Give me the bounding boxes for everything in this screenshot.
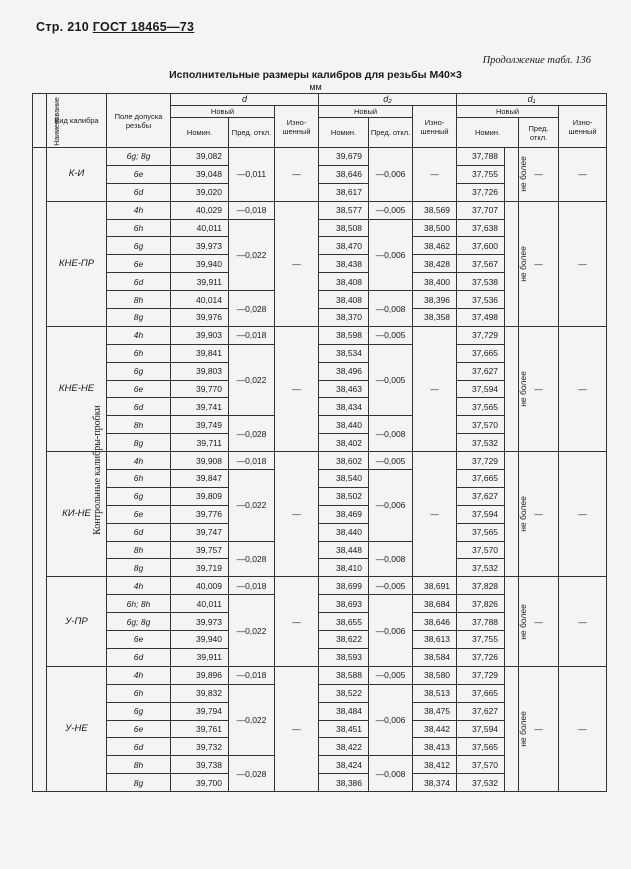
d2-worn-cell: 38,613: [413, 631, 457, 649]
d1-worn-header: Изно-шенный: [559, 106, 607, 148]
d1-deviation-cell: —: [519, 148, 559, 202]
d-nominal-cell: 39,940: [171, 255, 229, 273]
d-nominal-cell: 39,908: [171, 452, 229, 470]
d2-nominal-cell: 38,593: [319, 648, 369, 666]
d2-nominal-cell: 39,679: [319, 148, 369, 166]
tolerance-cell: 4h: [107, 452, 171, 470]
not-more-cell: не более: [505, 326, 519, 451]
d-nominal-cell: 39,794: [171, 702, 229, 720]
tolerance-cell: 8h: [107, 416, 171, 434]
d2-deviation-cell: —0,008: [369, 756, 413, 792]
kind-cell: КНЕ-ПР: [47, 201, 107, 326]
d1-nominal-cell: 37,600: [457, 237, 505, 255]
d1-nominal-header: Номин.: [457, 118, 519, 148]
d1-worn-cell: —: [559, 148, 607, 202]
d2-nominal-cell: 38,496: [319, 362, 369, 380]
table-row: [33, 577, 607, 595]
group-label: Контрольные калибры-пробки: [33, 148, 47, 792]
d-nominal-cell: 39,757: [171, 541, 229, 559]
d1-nominal-cell: 37,729: [457, 452, 505, 470]
d1-nominal-cell: 37,665: [457, 344, 505, 362]
d1-header: d₁: [457, 94, 607, 106]
d1-nominal-cell: 37,627: [457, 362, 505, 380]
tolerance-cell: 8g: [107, 309, 171, 327]
d2-nominal-cell: 38,402: [319, 434, 369, 452]
d1-nominal-cell: 37,536: [457, 291, 505, 309]
d2-nominal-cell: 38,522: [319, 684, 369, 702]
d2-worn-header: Изно-шенный: [413, 106, 457, 148]
d1-deviation-header: Пред. откл.: [519, 118, 559, 148]
d2-worn-cell: 38,646: [413, 613, 457, 631]
d-nominal-cell: 39,761: [171, 720, 229, 738]
d1-nominal-cell: 37,532: [457, 559, 505, 577]
table-unit: мм: [309, 82, 322, 92]
standard-number: ГОСТ 18465—73: [92, 20, 195, 34]
d1-deviation-cell: —: [519, 326, 559, 451]
d2-worn-cell: 38,584: [413, 648, 457, 666]
d-new-header: Новый: [171, 106, 275, 118]
d-deviation-cell: —0,028: [229, 756, 275, 792]
d-deviation-cell: —0,018: [229, 326, 275, 344]
d2-nominal-cell: 38,602: [319, 452, 369, 470]
d2-nominal-cell: 38,438: [319, 255, 369, 273]
d2-nominal-cell: 38,540: [319, 470, 369, 488]
d-nominal-cell: 39,749: [171, 416, 229, 434]
d2-nominal-cell: 38,469: [319, 505, 369, 523]
table-row: [33, 452, 607, 470]
d-nominal-cell: 40,029: [171, 201, 229, 219]
d1-nominal-cell: 37,565: [457, 398, 505, 416]
d1-worn-cell: —: [559, 577, 607, 666]
d1-nominal-cell: 37,532: [457, 774, 505, 792]
d2-nominal-cell: 38,434: [319, 398, 369, 416]
d2-nominal-cell: 38,484: [319, 702, 369, 720]
d2-deviation-cell: —0,005: [369, 344, 413, 416]
tolerance-cell: 4h: [107, 666, 171, 684]
d-nominal-cell: 39,048: [171, 165, 229, 183]
d-deviation-cell: —0,022: [229, 684, 275, 756]
d-deviation-cell: —0,028: [229, 416, 275, 452]
naming-header: Наименование: [33, 94, 47, 148]
tolerance-cell: 6g: [107, 702, 171, 720]
d1-nominal-cell: 37,567: [457, 255, 505, 273]
d-deviation-header: Пред. откл.: [229, 118, 275, 148]
d1-nominal-cell: 37,498: [457, 309, 505, 327]
d2-worn-cell: 38,428: [413, 255, 457, 273]
tolerance-cell: 6h: [107, 684, 171, 702]
d2-deviation-cell: —0,006: [369, 470, 413, 542]
d-worn-cell: —: [275, 577, 319, 666]
d2-nominal-cell: 38,424: [319, 756, 369, 774]
tolerance-cell: 6d: [107, 648, 171, 666]
d2-deviation-cell: —0,008: [369, 416, 413, 452]
d2-nominal-header: Номин.: [319, 118, 369, 148]
d2-worn-cell: 38,475: [413, 702, 457, 720]
tolerance-cell: 6g; 8g: [107, 613, 171, 631]
d2-nominal-cell: 38,655: [319, 613, 369, 631]
d2-worn-cell: 38,691: [413, 577, 457, 595]
d1-nominal-cell: 37,726: [457, 648, 505, 666]
d1-nominal-cell: 37,594: [457, 505, 505, 523]
d-nominal-cell: 39,841: [171, 344, 229, 362]
d1-worn-cell: —: [559, 452, 607, 577]
d2-deviation-cell: —0,005: [369, 201, 413, 219]
page-number: Стр. 210: [36, 20, 89, 34]
table-row: [33, 201, 607, 219]
tolerance-cell: 4h: [107, 326, 171, 344]
kind-cell: КНЕ-НЕ: [47, 326, 107, 451]
d2-nominal-cell: 38,622: [319, 631, 369, 649]
d1-nominal-cell: 37,638: [457, 219, 505, 237]
d-deviation-cell: —0,022: [229, 344, 275, 416]
d2-deviation-cell: —0,006: [369, 219, 413, 291]
d2-nominal-cell: 38,386: [319, 774, 369, 792]
d-nominal-cell: 39,711: [171, 434, 229, 452]
d-deviation-cell: —0,028: [229, 541, 275, 577]
d2-nominal-cell: 38,451: [319, 720, 369, 738]
d2-deviation-cell: —0,008: [369, 541, 413, 577]
d2-deviation-cell: —0,006: [369, 595, 413, 667]
d2-nominal-cell: 38,410: [319, 559, 369, 577]
d-nominal-cell: 40,011: [171, 219, 229, 237]
d-nominal-cell: 39,911: [171, 273, 229, 291]
d1-nominal-cell: 37,755: [457, 631, 505, 649]
d1-nominal-cell: 37,627: [457, 487, 505, 505]
d-nominal-cell: 39,973: [171, 237, 229, 255]
d-nominal-cell: 39,832: [171, 684, 229, 702]
tolerance-cell: 6e: [107, 631, 171, 649]
d-deviation-cell: —0,022: [229, 470, 275, 542]
d-nominal-cell: 39,719: [171, 559, 229, 577]
d-nominal-cell: 39,847: [171, 470, 229, 488]
d2-nominal-cell: 38,534: [319, 344, 369, 362]
d-nominal-cell: 40,009: [171, 577, 229, 595]
d1-worn-cell: —: [559, 326, 607, 451]
d1-worn-cell: —: [559, 666, 607, 791]
d-worn-cell: —: [275, 452, 319, 577]
d2-worn-cell: —: [413, 326, 457, 451]
d-nominal-cell: 39,896: [171, 666, 229, 684]
d2-nominal-cell: 38,693: [319, 595, 369, 613]
d-nominal-header: Номин.: [171, 118, 229, 148]
d-nominal-cell: 40,011: [171, 595, 229, 613]
d2-worn-cell: 38,580: [413, 666, 457, 684]
d-nominal-cell: 39,903: [171, 326, 229, 344]
tolerance-cell: 6e: [107, 255, 171, 273]
d1-nominal-cell: 37,755: [457, 165, 505, 183]
tolerance-cell: 4h: [107, 577, 171, 595]
tolerance-cell: 6e: [107, 505, 171, 523]
table-row: [33, 326, 607, 344]
d1-nominal-cell: 37,729: [457, 326, 505, 344]
d2-nominal-cell: 38,448: [319, 541, 369, 559]
tolerance-cell: 8g: [107, 434, 171, 452]
d2-worn-cell: 38,358: [413, 309, 457, 327]
d2-worn-cell: 38,442: [413, 720, 457, 738]
d1-nominal-cell: 37,729: [457, 666, 505, 684]
d2-worn-cell: 38,374: [413, 774, 457, 792]
d-nominal-cell: 39,940: [171, 631, 229, 649]
d-nominal-cell: 39,770: [171, 380, 229, 398]
kind-cell: У-НЕ: [47, 666, 107, 791]
d2-worn-cell: —: [413, 452, 457, 577]
not-more-cell: не более: [505, 148, 519, 202]
kind-header: Вид калибра: [47, 94, 107, 148]
d-deviation-cell: —0,018: [229, 201, 275, 219]
d1-deviation-cell: —: [519, 452, 559, 577]
d1-nominal-cell: 37,788: [457, 148, 505, 166]
tolerance-cell: 4h: [107, 201, 171, 219]
not-more-cell: не более: [505, 452, 519, 577]
d1-nominal-cell: 37,788: [457, 613, 505, 631]
d2-worn-cell: 38,396: [413, 291, 457, 309]
d-worn-cell: —: [275, 666, 319, 791]
d1-nominal-cell: 37,594: [457, 380, 505, 398]
d2-nominal-cell: 38,408: [319, 273, 369, 291]
d2-nominal-cell: 38,440: [319, 523, 369, 541]
d2-header: d₂: [319, 94, 457, 106]
page-header: [36, 20, 194, 34]
d1-nominal-cell: 37,565: [457, 738, 505, 756]
d-nominal-cell: 39,738: [171, 756, 229, 774]
tolerance-cell: 6h: [107, 470, 171, 488]
d1-deviation-cell: —: [519, 201, 559, 326]
table-row: [33, 666, 607, 684]
d-nominal-cell: 39,776: [171, 505, 229, 523]
d2-nominal-cell: 38,470: [319, 237, 369, 255]
table-row: [33, 148, 607, 166]
d2-nominal-cell: 38,699: [319, 577, 369, 595]
tolerance-cell: 6g: [107, 237, 171, 255]
d-nominal-cell: 39,732: [171, 738, 229, 756]
tolerance-cell: 6h: [107, 344, 171, 362]
d1-deviation-cell: —: [519, 577, 559, 666]
d-nominal-cell: 39,973: [171, 613, 229, 631]
tolerance-cell: 6e: [107, 720, 171, 738]
kind-cell: К-И: [47, 148, 107, 202]
d2-worn-cell: —: [413, 148, 457, 202]
d-worn-header: Изно-шенный: [275, 106, 319, 148]
not-more-cell: не более: [505, 577, 519, 666]
d-worn-cell: —: [275, 148, 319, 202]
tolerance-cell: 6g: [107, 487, 171, 505]
d2-worn-cell: 38,462: [413, 237, 457, 255]
d1-nominal-cell: 37,707: [457, 201, 505, 219]
tolerance-cell: 8h: [107, 756, 171, 774]
not-more-cell: не более: [505, 201, 519, 326]
d2-deviation-header: Пред. откл.: [369, 118, 413, 148]
d1-deviation-cell: —: [519, 666, 559, 791]
d-nominal-cell: 39,741: [171, 398, 229, 416]
d2-worn-cell: 38,400: [413, 273, 457, 291]
d2-nominal-cell: 38,422: [319, 738, 369, 756]
d2-deviation-cell: —0,006: [369, 148, 413, 202]
tolerance-header: Поле допуска резьбы: [107, 94, 171, 148]
d-deviation-cell: —0,022: [229, 595, 275, 667]
d1-nominal-cell: 37,627: [457, 702, 505, 720]
d1-nominal-cell: 37,665: [457, 470, 505, 488]
d1-nominal-cell: 37,570: [457, 756, 505, 774]
d-deviation-cell: —0,028: [229, 291, 275, 327]
tolerance-cell: 6d: [107, 738, 171, 756]
d2-nominal-cell: 38,617: [319, 183, 369, 201]
tolerance-cell: 6e: [107, 165, 171, 183]
d-nominal-cell: 39,700: [171, 774, 229, 792]
kind-cell: У-ПР: [47, 577, 107, 666]
d2-deviation-cell: —0,008: [369, 291, 413, 327]
tolerance-cell: 6h; 8h: [107, 595, 171, 613]
d-nominal-cell: 39,809: [171, 487, 229, 505]
tolerance-cell: 8h: [107, 291, 171, 309]
tolerance-cell: 6d: [107, 183, 171, 201]
d1-nominal-cell: 37,726: [457, 183, 505, 201]
d-nominal-cell: 39,803: [171, 362, 229, 380]
d-deviation-cell: —0,022: [229, 219, 275, 291]
d-worn-cell: —: [275, 326, 319, 451]
d2-nominal-cell: 38,588: [319, 666, 369, 684]
d1-nominal-cell: 37,594: [457, 720, 505, 738]
d-deviation-cell: —0,018: [229, 577, 275, 595]
d-nominal-cell: 39,976: [171, 309, 229, 327]
d2-nominal-cell: 38,408: [319, 291, 369, 309]
d2-deviation-cell: —0,005: [369, 452, 413, 470]
d2-worn-cell: 38,412: [413, 756, 457, 774]
d2-nominal-cell: 38,646: [319, 165, 369, 183]
table-title: Исполнительные размеры калибров для резьбы М40×3: [169, 69, 462, 81]
tolerance-cell: 6d: [107, 273, 171, 291]
d-deviation-cell: —0,018: [229, 666, 275, 684]
d-deviation-cell: —0,018: [229, 452, 275, 470]
kind-cell: КИ-НЕ: [47, 452, 107, 577]
d-nominal-cell: 39,747: [171, 523, 229, 541]
d1-new-header: Новый: [457, 106, 559, 118]
d1-nominal-cell: 37,665: [457, 684, 505, 702]
continuation-note: Продолжение табл. 136: [482, 55, 591, 66]
d2-worn-cell: 38,413: [413, 738, 457, 756]
d-header: d: [171, 94, 319, 106]
d2-nominal-cell: 38,502: [319, 487, 369, 505]
d2-deviation-cell: —0,006: [369, 684, 413, 756]
tolerance-cell: 8g: [107, 559, 171, 577]
d-nominal-cell: 39,911: [171, 648, 229, 666]
tolerance-cell: 6g; 8g: [107, 148, 171, 166]
tolerance-cell: 6h: [107, 219, 171, 237]
d2-worn-cell: 38,500: [413, 219, 457, 237]
d2-worn-cell: 38,684: [413, 595, 457, 613]
d1-nominal-cell: 37,828: [457, 577, 505, 595]
tolerance-cell: 8h: [107, 541, 171, 559]
d-worn-cell: —: [275, 201, 319, 326]
not-more-cell: не более: [505, 666, 519, 791]
d1-nominal-cell: 37,532: [457, 434, 505, 452]
d1-nominal-cell: 37,570: [457, 416, 505, 434]
d2-worn-cell: 38,513: [413, 684, 457, 702]
tolerance-cell: 6d: [107, 398, 171, 416]
d2-new-header: Новый: [319, 106, 413, 118]
d2-nominal-cell: 38,598: [319, 326, 369, 344]
tolerance-cell: 8g: [107, 774, 171, 792]
d-nominal-cell: 40,014: [171, 291, 229, 309]
d1-nominal-cell: 37,565: [457, 523, 505, 541]
d2-nominal-cell: 38,463: [319, 380, 369, 398]
d2-nominal-cell: 38,440: [319, 416, 369, 434]
d1-nominal-cell: 37,538: [457, 273, 505, 291]
d1-nominal-cell: 37,826: [457, 595, 505, 613]
d2-deviation-cell: —0,005: [369, 577, 413, 595]
d-nominal-cell: 39,082: [171, 148, 229, 166]
d2-deviation-cell: —0,005: [369, 326, 413, 344]
tolerance-cell: 6d: [107, 523, 171, 541]
calibre-table: [32, 93, 607, 792]
d2-deviation-cell: —0,005: [369, 666, 413, 684]
d2-nominal-cell: 38,508: [319, 219, 369, 237]
d2-worn-cell: 38,569: [413, 201, 457, 219]
d-nominal-cell: 39,020: [171, 183, 229, 201]
tolerance-cell: 6e: [107, 380, 171, 398]
d2-nominal-cell: 38,577: [319, 201, 369, 219]
d1-nominal-cell: 37,570: [457, 541, 505, 559]
tolerance-cell: 6g: [107, 362, 171, 380]
d1-worn-cell: —: [559, 201, 607, 326]
d2-nominal-cell: 38,370: [319, 309, 369, 327]
d-deviation-cell: —0,011: [229, 148, 275, 202]
